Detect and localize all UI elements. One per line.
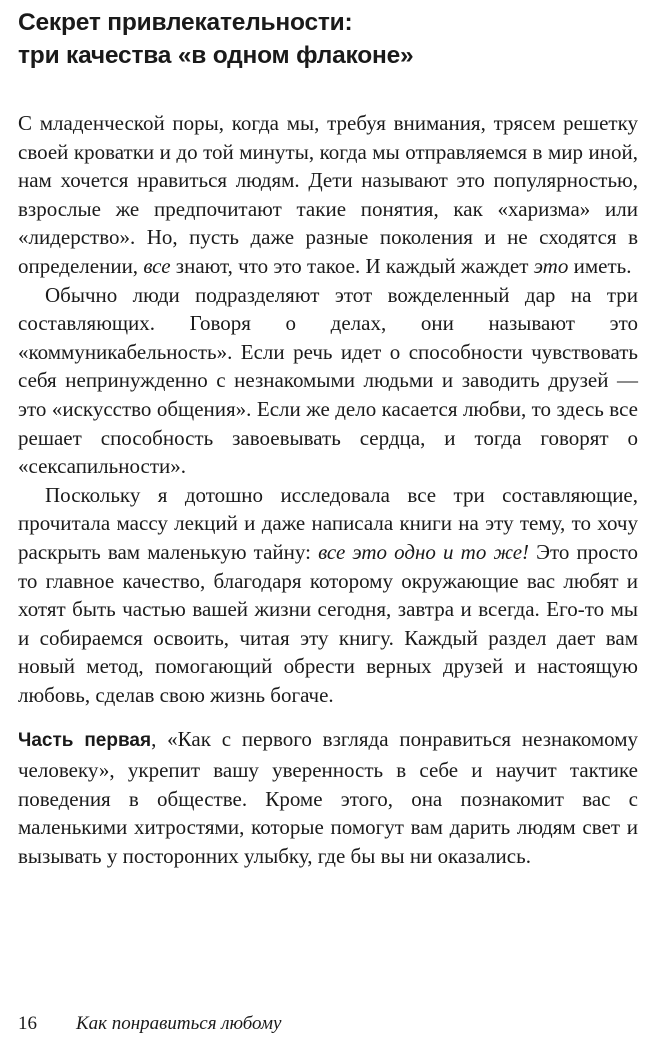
paragraph-1-text-b: знают, что это такое. И каждый жаждет [170,253,534,278]
heading-line-1: Секрет привлекательности: [18,9,353,36]
part-one-lead: Часть первая [18,730,152,752]
paragraph-1-text-c: иметь. [568,253,632,278]
paragraph-1-emphasis-this: это [533,253,569,278]
paragraph-1-emphasis-all: все [143,253,171,278]
part-one-text: , «Как с первого взгляда понравиться незнакомому человеку», укрепит вашу уверенность в себе и научит тактике поведения в обществе. Кроме этого, она познакомит вас с маленькими хитростями, которые помогут вам дарить людям свет и вызывать у посторонних улыбку, где бы вы ни оказались. [18,727,639,868]
page-footer [18,1011,281,1037]
paragraph-1 [18,109,638,281]
heading-line-2: три качества «в одном флаконе» [18,42,414,69]
paragraph-3 [18,481,638,710]
paragraph-3-text-a: Поскольку я дотошно исследовала все три составляющие, прочитала массу лекций и даже написала книги на эту тему, то хочу раскрыть вам маленькую тайну: [18,482,638,564]
part-one-paragraph [18,725,638,870]
section-heading [18,6,638,72]
paragraph-1-text-a: С младенческой поры, когда мы, требуя внимания, трясем решетку своей кроватки и до той минуты, когда мы отправляемся в мир иной, нам хочется нравиться людям. Дети называют это популярностью, взрослые же предпочитают такие понятия, как «харизма» или «лидерство». Но, пусть даже разные поколения и не сходятся в определении, [18,111,638,278]
paragraph-3-text-b: Это просто то главное качество, благодаря которому окружающие вас любят и хотят быть частью вашей жизни сегодня, завтра и всегда. Его-то мы и собираемся освоить, читая эту книгу. Каждый раздел дает вам новый метод, помогающий обрести верных друзей и настоящую любовь, сделав свою жизнь богаче. [18,539,638,707]
page-content [18,6,638,870]
paragraph-3-emphasis: все это одно и то же! [318,539,530,564]
page-number: 16 [18,1013,37,1034]
running-title: Как понравиться любому [76,1013,282,1034]
paragraph-2: Обычно люди подразделяют этот вожделенный дар на три составляющих. Говоря о делах, они называют это «коммуникабельность». Если речь идет о способности чувствовать себя непринужденно с незнакомыми людьми и заводить друзей — это «искусство общения». Если же дело касается любви, то здесь все решает способность завоевывать сердца, и тогда говорят о «сексапильности». [18,282,638,479]
